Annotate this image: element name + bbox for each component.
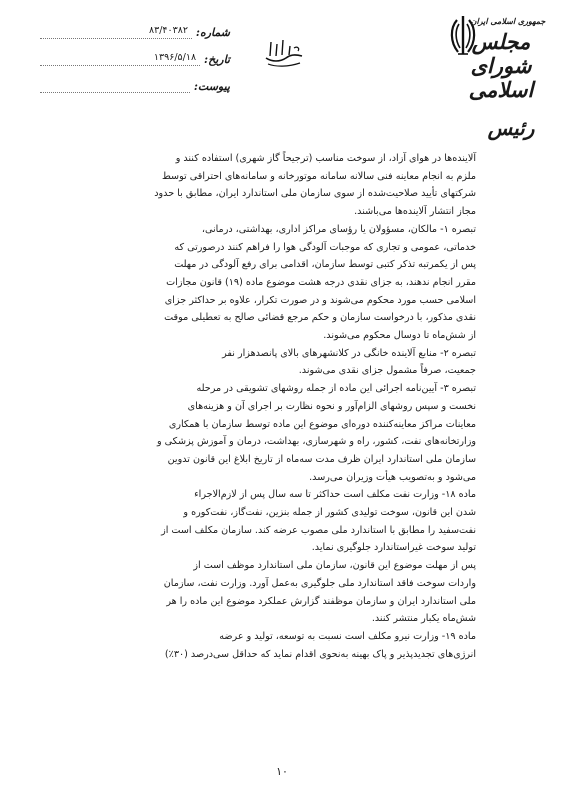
letter-meta <box>40 12 230 93</box>
attachment-label: پیوست: <box>193 80 230 93</box>
text-line: انرژی‌های تجدیدپذیر و پاک بهینه به‌نحوی اقدام نماید که حداقل سی‌درصد (۳۰٪) <box>164 648 476 660</box>
date-value: ۱۳۹۶/۵/۱۸ <box>40 51 200 66</box>
text-line: شدن این قانون، سوخت تولیدی کشور از جمله بنزین، نفت‌گاز، نفت‌کوره و <box>183 507 476 519</box>
text-line: تبصره ۱- مالکان، مسؤولان یا رؤسای مراکز اداری، بهداشتی، درمانی، <box>201 223 476 235</box>
paragraph <box>66 557 476 628</box>
text-line: مقرر انجام ندهند، به جزای نقدی درجه هشت موضوع ماده (۱۹) قانون مجازات <box>166 276 476 288</box>
text-line: اسلامی حسب مورد محکوم می‌شوند و در صورت تکرار، علاوه بر حداکثر جزای <box>164 294 476 306</box>
number-value: ۸۳/۴۰۳۸۲ <box>40 24 192 39</box>
text-line: شش‌ماه یکبار منتشر کنند. <box>371 613 476 625</box>
text-line: ملی استاندارد ایران و سازمان موظفند گزارش عملکرد موضوع این ماده را هر <box>166 595 476 607</box>
text-line: آلاینده‌ها در هوای آزاد، از سوخت مناسب (ترجیحاً گاز شهری) استفاده کنند و <box>175 153 476 164</box>
text-line: وزارتخانه‌های نفت، کشور، راه و شهرسازی، بهداشت، درمان و آموزش پزشکی و <box>157 436 476 448</box>
text-line: پس از مهلت موضوع این قانون، سازمان ملی استاندارد موظف است از <box>193 560 476 572</box>
text-line: شرکتهای تأیید صلاحیت‌شده از سوی سازمان ملی استاندارد ایران، مطابق با حدود <box>154 188 476 200</box>
paragraph <box>66 150 476 221</box>
text-line: نخست و سپس روشهای الزام‌آور و نحوه نظارت بر اجرای آن و هزینه‌های <box>187 400 476 412</box>
page-number: ۱۰ <box>276 765 288 778</box>
attachment-value <box>40 78 190 93</box>
paragraph <box>66 486 476 557</box>
paragraph <box>66 221 476 345</box>
text-line: پس از یکمرتبه تذکر کتبی توسط سازمان، اقدامی برای رفع آلودگی در مهلت <box>174 259 476 271</box>
date-label: تاریخ: <box>204 53 230 66</box>
text-line: ماده ۱۹- وزارت نیرو مکلف است نسبت به توسعه، تولید و عرضه <box>219 630 476 642</box>
org-title: مجلس شورای اسلامی <box>468 29 534 102</box>
text-line: تبصره ۲- منابع آلاینده خانگی در کلانشهرهای بالای پانصدهزار نفر <box>222 347 476 359</box>
letter-body <box>66 150 476 663</box>
paragraph <box>66 628 476 663</box>
text-line: نفت‌سفید را مطابق با استاندارد ملی مصوب عرضه کند. سازمان مکلف است از <box>161 524 476 536</box>
text-line: خدماتی، عمومی و تجاری که موجبات آلودگی هوا را فراهم کنند درصورتی که <box>174 241 476 253</box>
date-row <box>40 39 230 66</box>
attachment-row <box>40 66 230 93</box>
text-line: سازمان ملی استاندارد ایران ظرف مدت سه‌ماه از تاریخ ابلاغ این قانون تدوین <box>167 453 476 465</box>
text-line: از شش‌ماه تا دوسال محکوم می‌شوند. <box>323 330 476 342</box>
sender-role: رئیس <box>487 116 535 140</box>
besmellah-calligraphy <box>262 36 308 72</box>
text-line: مجاز انتشار آلاینده‌ها می‌باشند. <box>354 206 476 218</box>
text-line: ملزم به انجام معاینه فنی سالانه سامانه موتورخانه و سامانه‌های احتراقی توسط <box>161 170 476 182</box>
number-label: شماره: <box>195 26 230 39</box>
number-row <box>40 12 230 39</box>
text-line: جمعیت، صرفاً مشمول جزای نقدی می‌شوند. <box>298 365 476 377</box>
text-line: می‌شود و به‌تصویب هیأت وزیران می‌رسد. <box>309 471 476 483</box>
paragraph <box>66 380 476 486</box>
org-subtitle: جمهوری اسلامی ایران <box>470 16 546 26</box>
text-line: تبصره ۳- آیین‌نامه اجرائی این ماده از جمله روشهای تشویقی در مرحله <box>196 383 476 395</box>
paragraph <box>66 345 476 380</box>
text-line: معاینات مراکز معاینه‌کننده دوره‌ای موضوع این ماده توسط سازمان با همکاری <box>168 418 476 430</box>
text-line: ماده ۱۸- وزارت نفت مکلف است حداکثر تا سه سال پس از لازم‌الاجراء <box>194 489 476 501</box>
text-line: واردات سوخت فاقد استاندارد ملی جلوگیری به‌عمل آورد. وزارت نفت، سازمان <box>163 577 476 589</box>
text-line: تولید سوخت غیراستاندارد جلوگیری نماید. <box>311 542 476 554</box>
text-line: نقدی مذکور، با درخواست سازمان و حکم مرجع قضائی صالح به تعطیلی موقت <box>164 312 476 324</box>
